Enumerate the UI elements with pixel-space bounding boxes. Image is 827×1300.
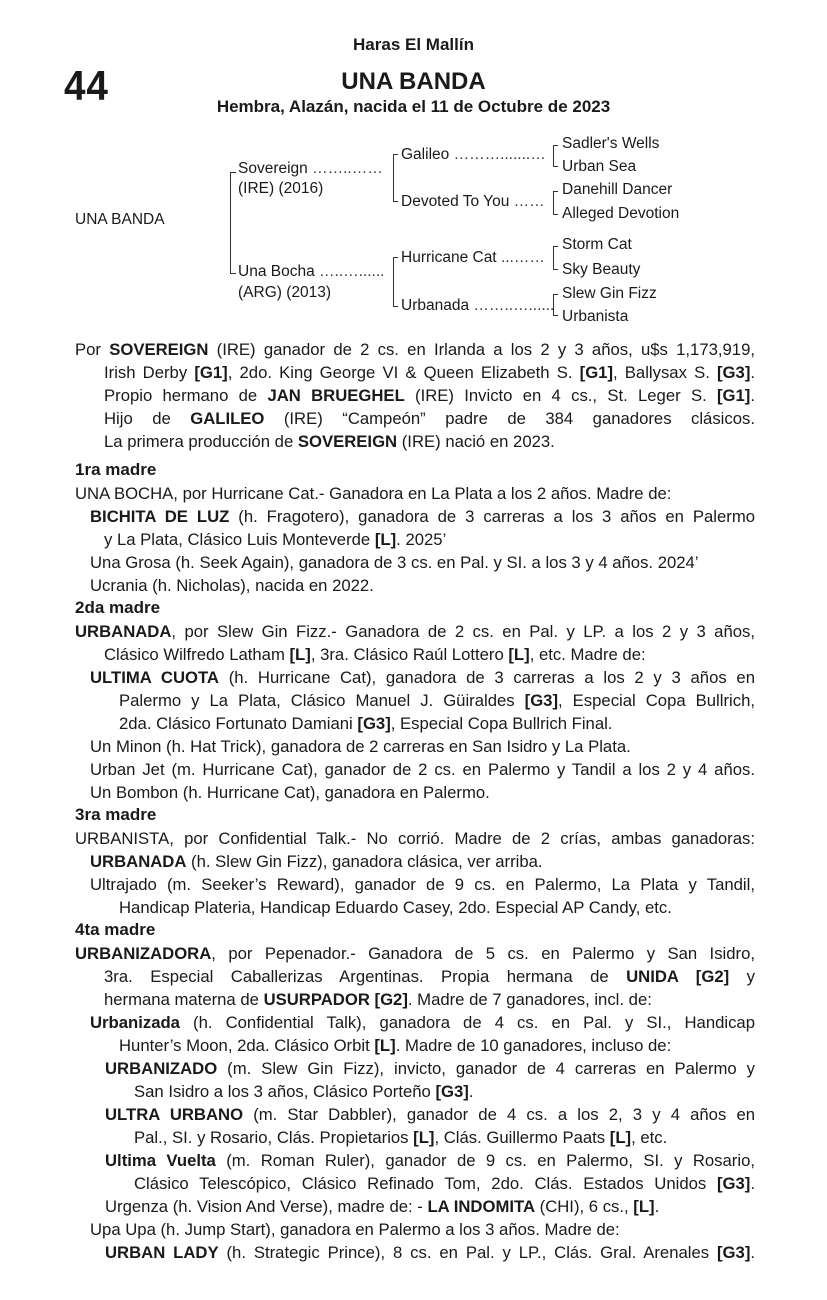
breeder-name: Haras El Mallín [353,35,474,54]
pedigree-sss: Sadler's Wells [562,135,660,152]
pedigree-ddd: Urbanista [562,308,629,325]
pedigree-dam-dam: Urbanada ……..…...... [401,297,555,314]
pedigree-subject: UNA BANDA [75,211,165,228]
pedigree-dds: Slew Gin Fizz [562,285,657,302]
third-dam-heading: 3ra madre [75,805,157,824]
sire-paragraph: Por SOVEREIGN (IRE) ganador de 2 cs. en Irlanda a los 2 y 3 años, u$s 1,173,919, Irish Derby [G1], 2do. King George VI & Queen Elizabeth S. [G1], Ballysax S. [G3]. Propio hermano de JAN BRUEGHEL (IRE) Invicto en 4 cs., St. Leger S. [G1]. Hijo de GALILEO (IRE) “Campeón” padre de 384 ganadores clásicos. La primera producción de SOVEREIGN (IRE) nació en 2023. [75,340,756,451]
pedigree-sire-dam: Devoted To You …… [401,193,545,210]
pedigree-sdd: Alleged Devotion [562,205,680,222]
pedigree-sire: Sovereign ……..…… [238,160,383,177]
second-dam-heading: 2da madre [75,598,161,617]
pedigree-sds: Danehill Dancer [562,181,673,198]
pedigree-sire-origin: (IRE) (2016) [238,180,324,197]
third-dam-paragraph: URBANISTA, por Confidential Talk.- No corrió. Madre de 2 crías, ambas ganadoras: URBANADA (h. Slew Gin Fizz), ganadora clásica, ver arriba. Ultrajado (m. Seeker’s Reward), ganador de 9 cs. en Palermo, La Plata y Tandil, Handicap Plateria, Handicap Eduardo Casey, 2do. Especial AP Candy, etc. [75,829,755,917]
pedigree-dss: Storm Cat [562,236,632,253]
first-dam-paragraph: UNA BOCHA, por Hurricane Cat.- Ganadora en La Plata a los 2 años. Madre de: BICHITA DE LUZ (h. Fragotero), ganadora de 3 carreras a los 3 años en Palermo y La Plata, Clásico Luis Monteverde [L]. 2025’ Una Grosa (h. Seek Again), ganadora de 3 cs. en Pal. y SI. a los 3 y 4 años. 2024’ Ucrania (h. Nicholas), nacida en 2022. [75,484,755,595]
second-dam-paragraph: URBANADA, por Slew Gin Fizz.- Ganadora de 2 cs. en Pal. y LP. a los 2 y 3 años, Clásico Wilfredo Latham [L], 3ra. Clásico Raúl Lottero [L], etc. Madre de: ULTIMA CUOTA (h. Hurricane Cat), ganadora de 3 carreras a los 2 y 3 años en Palermo y La Plata, Clásico Manuel J. Güiraldes [G3], Especial Copa Bullrich, 2da. Clásico Fortunato Damiani [G3], Especial Copa Bullrich Final. Un Minon (h. Hat Trick), ganadora de 2 carreras en San Isidro y La Plata. Urban Jet (m. Hurricane Cat), ganador de 2 cs. en Palermo y Tandil a los 2 y 4 años. Un Bombon (h. Hurricane Cat), ganadora en Palermo. [75,622,755,802]
horse-name: UNA BANDA [341,68,486,95]
lot-number: 44 [64,62,109,109]
pedigree-ssd: Urban Sea [562,158,637,175]
pedigree-dam: Una Bocha …..…...... [238,263,385,280]
pedigree-dam-sire: Hurricane Cat ...…… [401,249,545,266]
fourth-dam-heading: 4ta madre [75,920,156,939]
first-dam-heading: 1ra madre [75,460,157,479]
horse-description: Hembra, Alazán, nacida el 11 de Octubre de 2023 [216,97,611,116]
pedigree-dam-origin: (ARG) (2013) [238,284,332,301]
fourth-dam-paragraph: URBANIZADORA, por Pepenador.- Ganadora de 5 cs. en Palermo y San Isidro, 3ra. Especial Caballerizas Argentinas. Propia hermana de UNIDA [G2] y hermana materna de USURPADOR [G2]. Madre de 7 ganadores, incl. de: Urbanizada (h. Confidential Talk), ganadora de 4 cs. en Pal. y SI., Handicap Hunter’s Moon, 2da. Clásico Orbit [L]. Madre de 10 ganadores, incluso de: URBANIZADO (m. Slew Gin Fizz), invicto, ganador de 4 carreras en Palermo y San Isidro a los 3 años, Clásico Porteño [G3]. ULTRA URBANO (m. Star Dabbler), ganador de 4 cs. a los 2, 3 y 4 años en Pal., SI. y Rosario, Clás. Propietarios [L], Clás. Guillermo Paats [L], etc. Ultima Vuelta (m. Roman Ruler), ganador de 9 cs. en Palermo, SI. y Rosario, Clásico Telescópico, Clásico Refinado Tom, 2do. Clás. Estados Unidos [G3]. Urgenza (h. Vision And Verse), madre de: - LA INDOMITA (CHI), 6 cs., [L]. Upa Upa (h. Jump Start), ganadora en Palermo a los 3 años. Madre de: URBAN LADY (h. Strategic Prince), 8 cs. en Pal. y LP., Clás. Gral. Arenales [G3]. [75,944,756,1262]
pedigree-sire-sire: Galileo ……….......… [401,146,546,163]
pedigree-dsd: Sky Beauty [562,261,641,278]
